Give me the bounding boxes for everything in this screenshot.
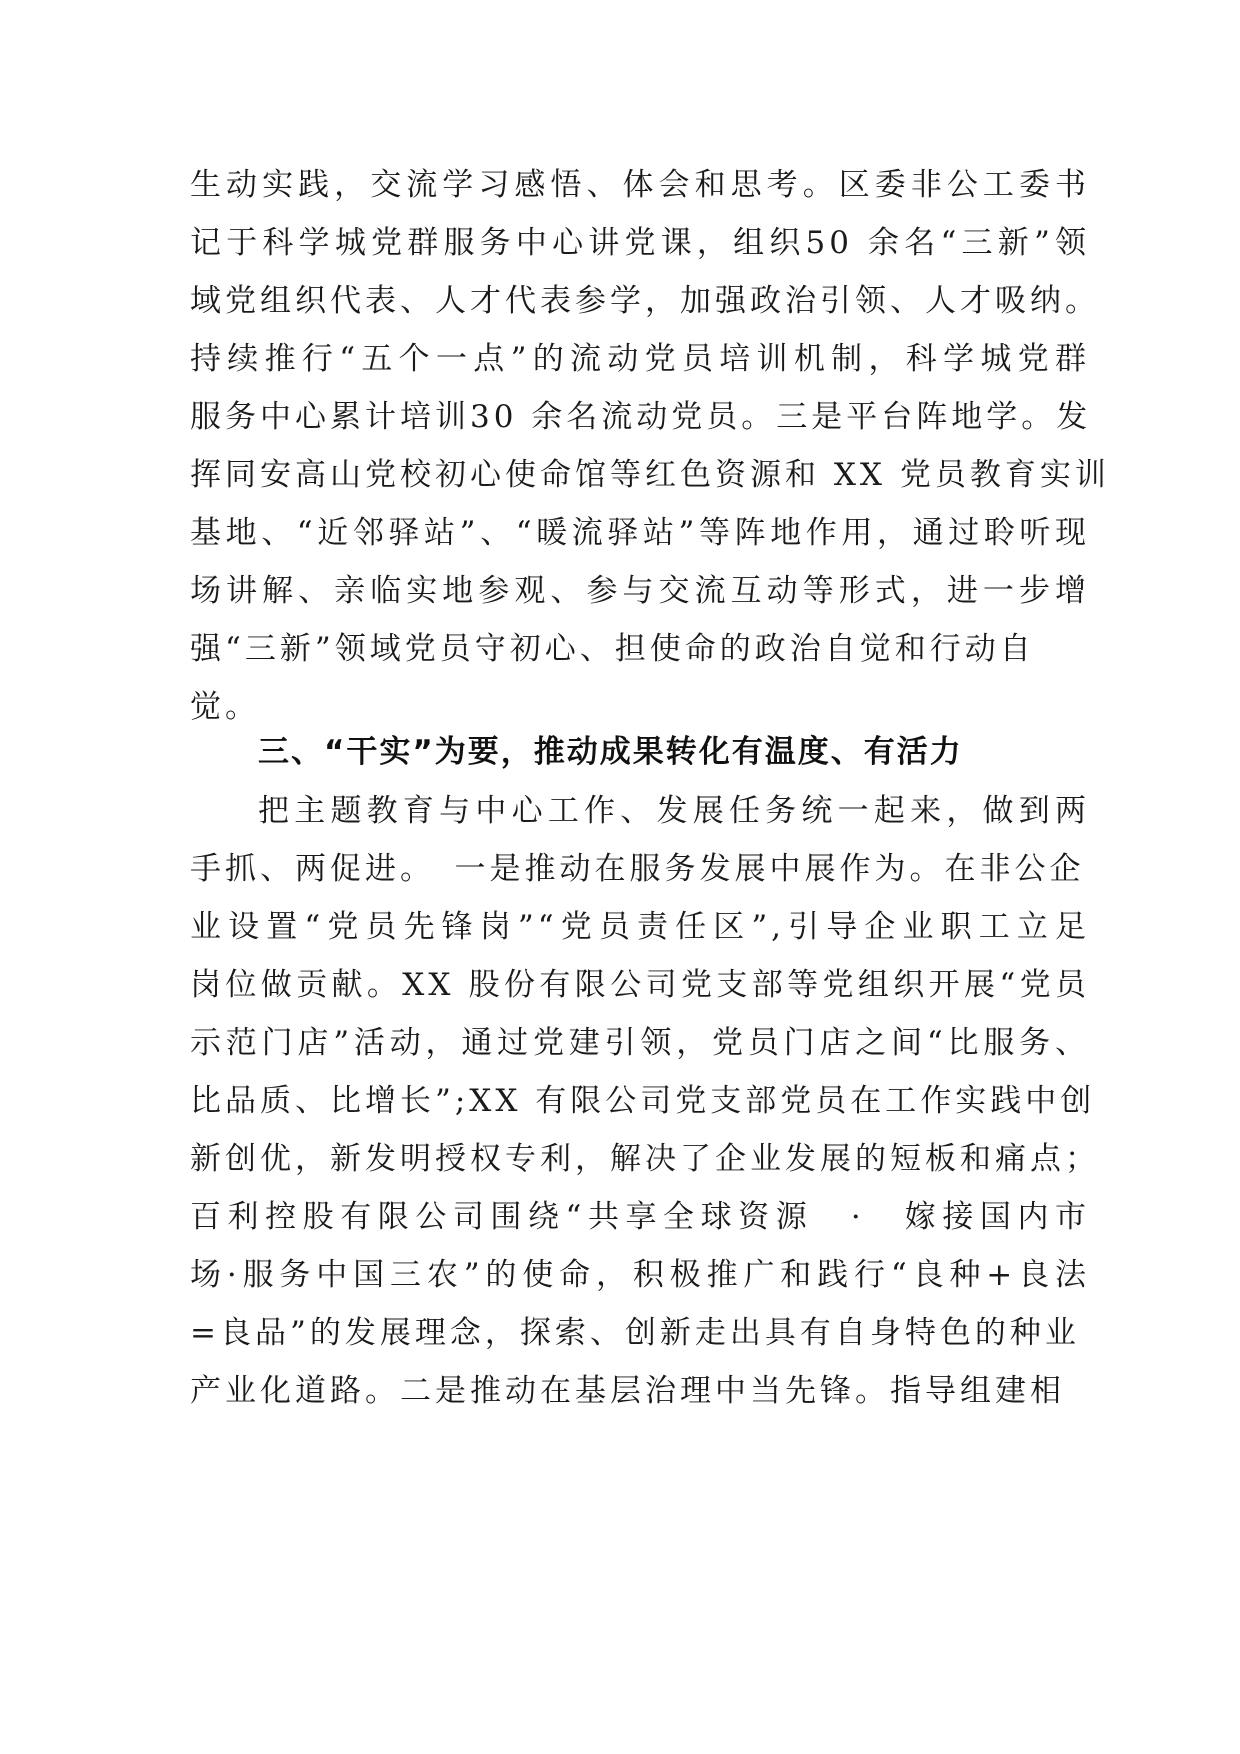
paragraph-1-line: 生动实践，交流学习感悟、体会和思考。区委非公工委书 [190,167,1090,203]
paragraph-1-line: 域党组织代表、人才代表参学，加强政治引领、人才吸纳。 [190,283,1100,319]
paragraph-2-line: 场·服务中国三农”的使命，积极推广和践行“良种+良法 [190,1257,1090,1293]
paragraph-2-line: 百利控股有限公司围绕“共享全球资源 · 嫁接国内市 [190,1199,1090,1235]
paragraph-1-line: 服务中心累计培训30 余名流动党员。三是平台阵地学。发 [190,399,1092,435]
paragraph-2-line: 岗位做贡献。XX 股份有限公司党支部等党组织开展“党员 [190,967,1090,1003]
paragraph-2-line: 新创优，新发明授权专利，解决了企业发展的短板和痛点； [190,1141,1100,1177]
paragraph-2 [190,782,1100,1420]
paragraph-2-line: 示范门店”活动，通过党建引领，党员门店之间“比服务、 [190,1025,1090,1061]
section-heading: 三、“干实”为要，推动成果转化有温度、有活力 [258,734,963,770]
paragraph-1-line: 挥同安高山党校初心使命馆等红色资源和 XX 党员教育实训 [190,457,1110,493]
paragraph-2-line: 比品质、比增长”;XX 有限公司党支部党员在工作实践中创 [190,1083,1096,1119]
paragraph-1-line: 强“三新”领域党员守初心、担使命的政治自觉和行动自 [190,631,1035,667]
paragraph-2-line: 业设置“党员先锋岗”“党员责任区”,引导企业职工立足 [190,909,1090,945]
paragraph-1-line: 觉。 [190,689,260,725]
paragraph-2-line: 把主题教育与中心工作、发展任务统一起来，做到两 [258,793,1090,829]
paragraph-2-line: 产业化道路。二是推动在基层治理中当先锋。指导组建相 [190,1373,1065,1409]
paragraph-1 [190,156,1110,736]
paragraph-1-line: 场讲解、亲临实地参观、参与交流互动等形式，进一步增 [190,573,1090,609]
paragraph-2-line: 手抓、两促进。 一是推动在服务发展中展作为。在非公企 [190,851,1085,887]
paragraph-1-line: 记于科学城党群服务中心讲党课，组织50 余名“三新”领 [190,225,1090,261]
paragraph-1-line: 基地、“近邻驿站”、“暖流驿站”等阵地作用，通过聆听现 [190,515,1090,551]
paragraph-2-line: =良品”的发展理念，探索、创新走出具有自身特色的种业 [190,1315,1080,1351]
paragraph-1-line: 持续推行“五个一点”的流动党员培训机制，科学城党群 [190,341,1090,377]
